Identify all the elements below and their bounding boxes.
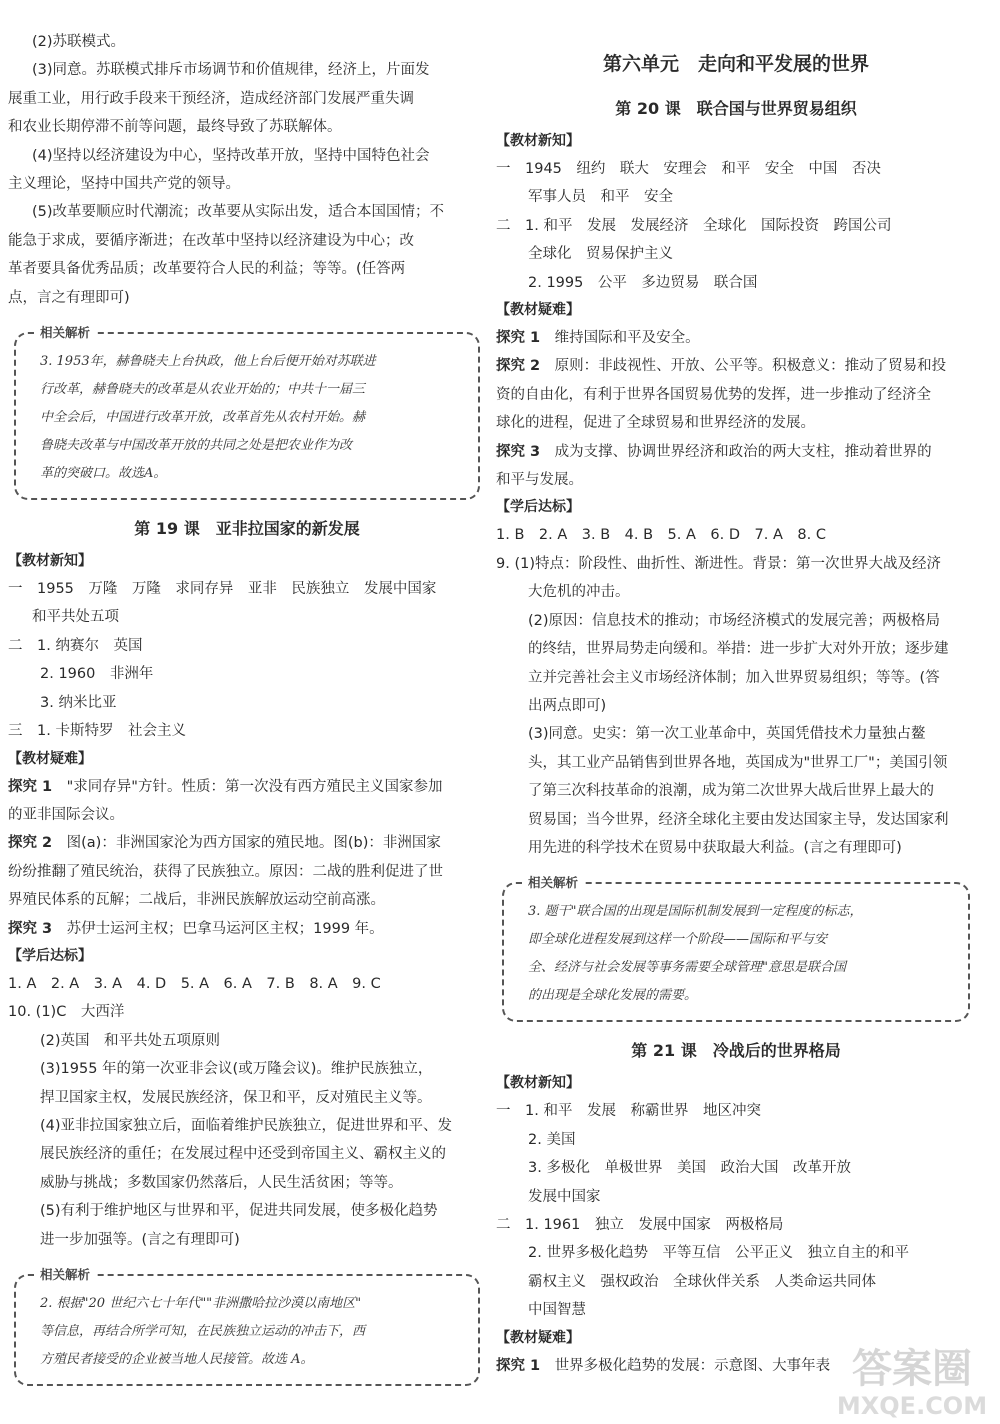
answer-line: 2. 美国	[528, 1131, 576, 1148]
answer-line: 3. 纳米比亚	[40, 694, 117, 711]
section-header: 【教材新知】	[496, 1075, 580, 1092]
answer-line: 9. (1)特点：阶段性、曲折性、渐进性。背景：第一次世界大战及经济	[496, 555, 941, 572]
answer-line: 能急于求成，要循序渐进；在改革中坚持以经济建设为中心；改	[8, 232, 414, 249]
tanjiu-label: 探究 1	[8, 778, 53, 795]
answer-line: (5)改革要顺应时代潮流；改革要从实际出发，适合本国国情；不	[32, 204, 445, 221]
analysis-line: 革的突破口。故选A。	[40, 466, 167, 482]
answer-line: 3. 多极化 单极世界 美国 政治大国 改革开放	[528, 1160, 851, 1177]
answer-line: 三 1. 卡斯特罗 社会主义	[8, 723, 186, 740]
analysis-line: 鲁晓夫改革与中国改革开放的共同之处是把农业作为改	[40, 438, 353, 454]
answer-line: 贸易国；当今世界，经济全球化主要由发达国家主导，发达国家利	[528, 811, 949, 828]
right-column	[496, 40, 976, 1380]
answer-line: 一 1955 万隆 万隆 求同存异 亚非 民族独立 发展中国家	[8, 581, 437, 598]
answer-line: 界殖民体系的瓦解；二战后，非洲民族解放运动空前高涨。	[8, 892, 385, 909]
answer-line: 展重工业，用行政手段来干预经济，造成经济部门发展严重失调	[8, 90, 414, 107]
section-header: 【学后达标】	[496, 499, 580, 516]
section-header: 【学后达标】	[8, 947, 92, 964]
answer-line: (2)英国 和平共处五项原则	[40, 1032, 221, 1049]
answer-line: 发展中国家	[528, 1188, 601, 1205]
section-header: 【教材新知】	[496, 133, 580, 149]
answer-line: 一 1. 和平 发展 称霸世界 地区冲突	[496, 1103, 761, 1120]
answer-line: 的亚非国际会议。	[8, 806, 124, 823]
answer-line: 主义理论，坚持中国共产党的领导。	[8, 176, 240, 193]
answer-line: 球化的进程，促进了全球贸易和世界经济的发展。	[496, 415, 815, 432]
analysis-line: 方殖民者接受的企业被当地人民接管。故选 A。	[40, 1352, 314, 1367]
lesson-20-title: 第 20 课 联合国与世界贸易组织	[615, 99, 857, 118]
answer-line: 中国智慧	[528, 1302, 586, 1319]
lesson-21-title: 第 21 课 冷战后的世界格局	[631, 1041, 841, 1061]
answer-line: 用先进的科学技术在贸易中获取最大利益。(言之有理即可)	[528, 839, 902, 856]
section-header: 【教材疑难】	[8, 750, 92, 767]
section-header: 【教材疑难】	[496, 1329, 580, 1346]
answer-line: 二 1. 纳赛尔 英国	[8, 637, 143, 654]
tanjiu-line: 探究 1 世界多极化趋势的发展：示意图、大事年表	[496, 1357, 831, 1374]
tanjiu-line: 探究 2 原则：非歧视性、开放、公平等。积极意义：推动了贸易和投	[496, 358, 947, 375]
watermark-text-bottom: MXQE.COM	[836, 1392, 988, 1420]
answer-line: 资的自由化，有利于世界各国贸易优势的发挥，进一步推动了经济全	[496, 386, 931, 403]
analysis-box-label: 相关解析	[34, 323, 96, 343]
answer-line: 2. 1960 非洲年	[40, 666, 154, 683]
answer-line: 头，其工业产品销售到世界各地，英国成为"世界工厂"；美国引领	[528, 754, 948, 771]
analysis-line: 2. 根据"20 世纪六七十年代""非洲撒哈拉沙漠以南地区"	[40, 1296, 362, 1311]
answer-line: 展民族经济的重任；在发展过程中还受到帝国主义、霸权主义的	[40, 1146, 446, 1163]
answer-line: 霸权主义 强权政治 全球伙伴关系 人类命运共同体	[528, 1273, 876, 1290]
analysis-line: 3. 题干"联合国的出现是国际机制发展到一定程度的标志，	[528, 904, 863, 920]
tanjiu-line: 探究 1 维持国际和平及安全。	[496, 330, 700, 347]
analysis-box	[14, 1267, 480, 1386]
answer-line: 一 1945 纽约 联大 安理会 和平 安全 中国 否决	[496, 161, 881, 177]
answer-line: 和平共处五项	[32, 609, 119, 626]
tanjiu-label: 探究 3	[496, 443, 541, 460]
answer-line: 1. A 2. A 3. A 4. D 5. A 6. A 7. B 8. A 9. C	[8, 975, 381, 992]
section-header: 【教材疑难】	[496, 302, 580, 319]
analysis-line: 即全球化进程发展到这样一个阶段——国际和平与安	[528, 932, 828, 948]
analysis-line: 中全会后，中国进行改革开放，改革首先从农村开始。赫	[40, 410, 366, 426]
tanjiu-line: 探究 3 苏伊士运河主权；巴拿马运河区主权；1999 年。	[8, 920, 384, 937]
answer-line: (4)坚持以经济建设为中心，坚持改革开放，坚持中国特色社会	[32, 147, 430, 164]
answer-line: (5)有利于维护地区与世界和平，促进共同发展，使多极化趋势	[40, 1203, 438, 1220]
answer-line: 2. 1995 公平 多边贸易 联合国	[528, 274, 758, 291]
answer-line: (3)同意。苏联模式排斥市场调节和价值规律，经济上，片面发	[32, 62, 430, 79]
answer-line: (3)同意。史实：第一次工业革命中，英国凭借技术力量独占鳌	[528, 726, 926, 743]
section-header: 【教材新知】	[8, 553, 92, 570]
tanjiu-label: 探究 3	[8, 920, 53, 937]
answer-line: 二 1. 1961 独立 发展中国家 两极格局	[496, 1216, 784, 1233]
tanjiu-line: 探究 2 图(a)：非洲国家沦为西方国家的殖民地。图(b)：非洲国家	[8, 835, 441, 852]
tanjiu-label: 探究 2	[8, 835, 53, 852]
watermark-icon	[828, 1336, 996, 1420]
watermark-text-top: 答案圈	[852, 1346, 972, 1392]
answer-line: 军事人员 和平 安全	[528, 189, 673, 206]
tanjiu-label: 探究 2	[496, 358, 541, 375]
analysis-box	[502, 875, 970, 1022]
answer-line: 立并完善社会主义市场经济体制；加入世界贸易组织；等等。(答	[528, 669, 940, 686]
answer-line: 大危机的冲击。	[528, 584, 630, 601]
unit-title: 第六单元 走向和平发展的世界	[602, 53, 869, 75]
left-column	[8, 28, 486, 1396]
analysis-line: 3. 1953年，赫鲁晓夫上台执政，他上台后便开始对苏联进	[40, 354, 376, 370]
lesson-19-title: 第 19 课 亚非拉国家的新发展	[134, 519, 360, 539]
analysis-line: 全、经济与社会发展等事务需要全球管理"意思是联合国	[528, 960, 846, 976]
analysis-line: 行改革，赫鲁晓夫的改革是从农业开始的；中共十一届三	[40, 382, 366, 398]
analysis-line: 的出现是全球化发展的需要。	[528, 988, 698, 1004]
answer-line: 纷纷推翻了殖民统治，获得了民族独立。原因：二战的胜利促进了世	[8, 863, 443, 880]
answer-line: 的终结，世界局势走向缓和。举措：进一步扩大对外开放；逐步建	[528, 641, 949, 658]
tanjiu-label: 探究 1	[496, 330, 541, 347]
answer-line: (4)亚非拉国家独立后，面临着维护民族独立，促进世界和平、发	[40, 1117, 453, 1134]
answer-line: 全球化 贸易保护主义	[528, 246, 673, 263]
tanjiu-line: 探究 3 成为支撑、协调世界经济和政治的两大支柱，推动着世界的	[496, 443, 932, 460]
answer-line: (2)苏联模式。	[32, 34, 126, 50]
answer-line: 威胁与挑战；多数国家仍然落后，人民生活贫困；等等。	[40, 1174, 403, 1191]
answer-line: 革者要具备优秀品质；改革要符合人民的利益；等等。(任答两	[8, 261, 406, 278]
tanjiu-label: 探究 1	[496, 1357, 541, 1374]
answer-line: (3)1955 年的第一次亚非会议(或万隆会议)。维护民族独立，	[40, 1061, 433, 1078]
answer-line: (2)原因：信息技术的推动；市场经济模式的发展完善；两极格局	[528, 612, 941, 629]
answer-line: 1. B 2. A 3. B 4. B 5. A 6. D 7. A 8. C	[496, 527, 826, 544]
answer-line: 2. 世界多极化趋势 平等互信 公平正义 独立自主的和平	[528, 1245, 909, 1262]
answer-line: 点，言之有理即可)	[8, 289, 130, 306]
analysis-box-label: 相关解析	[522, 873, 584, 893]
analysis-box-label: 相关解析	[34, 1265, 96, 1285]
answer-line: 10. (1)C 大西洋	[8, 1004, 125, 1021]
watermark-logo	[828, 1336, 996, 1420]
tanjiu-line: 探究 1 "求同存异"方针。性质：第一次没有西方殖民主义国家参加	[8, 778, 443, 795]
answer-line: 出两点即可)	[528, 697, 607, 714]
answer-line: 和平与发展。	[496, 472, 583, 489]
answer-line: 进一步加强等。(言之有理即可)	[40, 1231, 240, 1248]
answer-line: 和农业长期停滞不前等问题，最终导致了苏联解体。	[8, 119, 342, 136]
answer-line: 二 1. 和平 发展 发展经济 全球化 国际投资 跨国公司	[496, 217, 892, 234]
answer-line: 捍卫国家主权，发展民族经济，保卫和平，反对殖民主义等。	[40, 1089, 432, 1106]
answer-line: 了第三次科技革命的浪潮，成为第二次世界大战后世界上最大的	[528, 783, 934, 800]
analysis-line: 等信息，再结合所学可知，在民族独立运动的冲击下，西	[40, 1324, 366, 1339]
analysis-box	[14, 325, 480, 500]
